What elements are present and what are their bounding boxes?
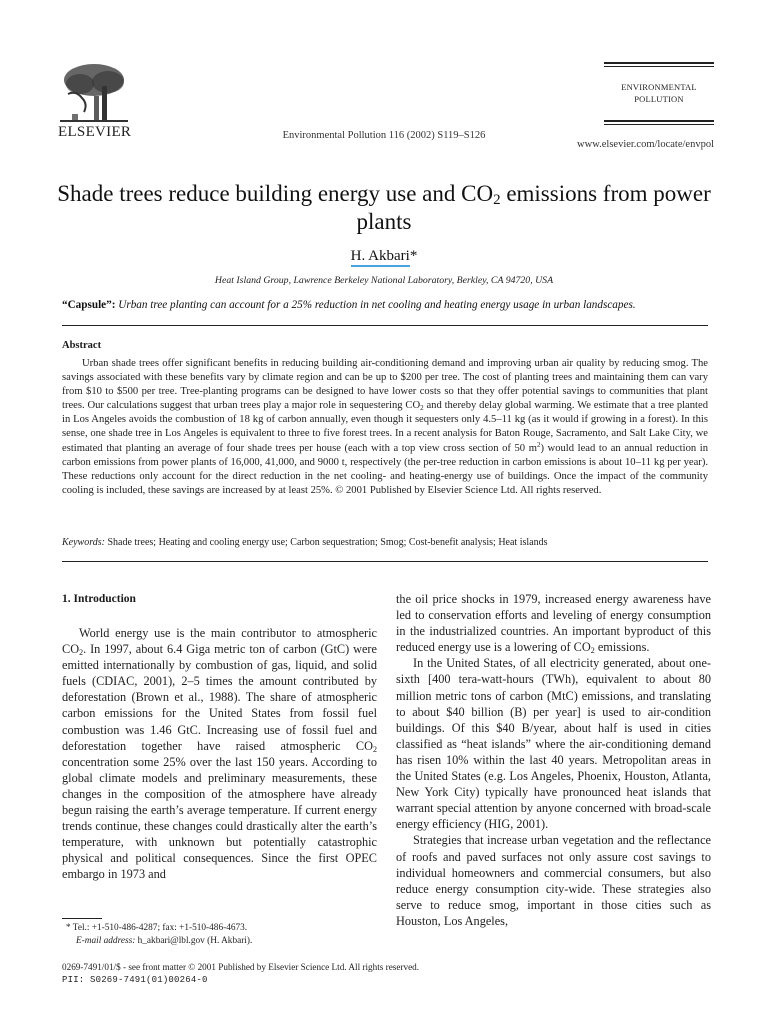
intro-paragraph-1 [62, 625, 377, 883]
author-affiliation: Heat Island Group, Lawrence Berkeley National Laboratory, Berkley, CA 94720, USA [214, 275, 554, 286]
intro-paragraph-2: In the United States, of all electricity generated, about one-sixth [400 tera-watt-hours (TWh), equivalent to about 80 million metric tons of carbon (MtC) emissions, and translating to about $40 billion (B) per year] is used to air-condition buildings. Of this $40 B/year, about half is used in cities classified as “heat islands” where the air-conditioning demand has risen 10% within the last 40 years. Metropolitan areas in the United States (e.g. Los Angeles, Phoenix, Houston, Atlanta, New York City) typically have pronounced heat islands that warrant special attention by anyone concerned with broad-scale energy efficiency (HIG, 2001). [396, 656, 711, 832]
capsule-summary [62, 299, 712, 311]
copyright-line: 0269-7491/01/$ - see front matter © 2001 Published by Elsevier Science Ltd. All rights reserved. [62, 962, 420, 972]
subscript: 2 [590, 646, 595, 656]
author-name-link[interactable]: H. Akbari [351, 248, 410, 267]
intro-text: emissions. [594, 640, 650, 655]
abstract-superscript: 2 [536, 440, 541, 449]
author-footnote-mark: * [409, 248, 418, 264]
abstract-subscript: 2 [420, 404, 424, 413]
keywords-label: Keywords: [62, 537, 105, 548]
keywords-list: Shade trees; Heating and cooling energy use; Carbon sequestration; Smog; Cost-benefit analysis; Heat islands [104, 537, 548, 548]
abstract-text-b: and thereby delay global warming. We estimate that a tree planted in Los Angeles avoids the combustion of 18 kg of carbon annually, even though it sequesters only 4.5–11 kg (as it would if growing in a forest). In this sense, one shade tree in Los Angeles is equivalent to three to five forest trees. In a recent analysis for Baton Rouge, Sacramento, and Salt Lake City, we estimated that planting an average of four shade trees per house (each with a top view cross section of 50 m [62, 400, 708, 454]
capsule-text: Urban tree planting can account for a 25% reduction in net cooling and heating energy usage in urban landscapes. [115, 299, 636, 311]
right-column [396, 591, 711, 929]
abstract-text-a: Urban shade trees offer significant benefits in reducing building air-conditioning demand and improving urban air quality by reducing smog. The savings associated with these benefits vary by climate region and can be up to $200 per tree. The cost of planting trees and maintaining them can vary from $10 to $500 per tree. Tree-planting programs can be designed to have lower costs so that they offer potential savings to communities that plant trees. Our calculations suggest that urban trees play a major role in sequestering CO [62, 358, 708, 412]
author-line [0, 248, 768, 265]
journal-name-line2: POLLUTION [634, 94, 684, 104]
journal-name-line1: ENVIRONMENTAL [621, 82, 697, 92]
intro-text: . In 1997, about 6.4 Giga metric ton of carbon (GtC) were emitted internationally by combustion of gas, liquid, and solid fuels (CDIAC, 2001), 2–5 times the amount contributed by deforestation (Brown et al., 1988). The share of atmospheric carbon emissions for the United States from fossil fuel combustion was 1.46 GtC. Increasing use of fossil fuel and deforestation together have raised atmospheric CO [62, 642, 377, 753]
footnote-rule [62, 918, 102, 919]
subscript: 2 [79, 648, 84, 658]
double-rule-top [604, 62, 714, 67]
intro-paragraph-3: Strategies that increase urban vegetation and the reflectance of roofs and paved surfaces not only assure cost savings to individual homeowners and commercial consumers, but also reduce energy consumption city-wide. These strategies also serve to reduce smog, important in those cities such as Houston, Los Angeles, [396, 833, 711, 928]
journal-name [604, 81, 714, 105]
article-title [40, 180, 728, 236]
title-text-1: Shade trees reduce building energy use and CO [57, 181, 494, 206]
intro-text: World energy use is the main contributor to atmospheric CO [62, 626, 377, 657]
journal-name-box [604, 62, 714, 125]
intro-paragraph-continued [396, 591, 711, 655]
intro-text: the oil price shocks in 1979, increased energy awareness have led to conservation efforts and leveling of energy consumption in the industrialized countries. An important byproduct of this reduced energy use is a lowering of CO [396, 592, 711, 655]
email-link[interactable]: h_akbari@lbl.gov (H. Akbari). [135, 936, 253, 946]
publisher-name: ELSEVIER [58, 124, 132, 140]
left-column [62, 625, 377, 883]
abstract-text-c: ) would lead to an annual reduction in carbon emissions from power plants of 16,000, 41,000, and 9000 t, respectively (the per-tree reduction in carbon emissions is about 10–11 kg per year). These reductions only account for the direct reduction in the net cooling- and heating-energy use of buildings. Once the impact of the community cooling is included, these savings are increased by at least 25%. © 2001 Published by Elsevier Science Ltd. All rights reserved. [62, 442, 708, 496]
abstract-body [62, 357, 708, 498]
section-heading-introduction: 1. Introduction [62, 593, 136, 605]
title-text-2: emissions from power plants [356, 181, 711, 234]
double-rule-bottom [604, 120, 714, 125]
pii-line: PII: S0269-7491(01)00264-0 [62, 975, 208, 985]
abstract-heading: Abstract [62, 340, 102, 351]
journal-url-link[interactable]: www.elsevier.com/locate/envpol [577, 139, 714, 150]
email-label: E-mail address: [76, 936, 136, 946]
subscript: 2 [373, 744, 377, 754]
journal-reference: Environmental Pollution 116 (2002) S119–S126 [282, 130, 486, 141]
keywords-line [62, 537, 708, 548]
footnote-contact: * Tel.: +1-510-486-4287; fax: +1-510-486-4673. [66, 923, 248, 933]
footnote-email-line [62, 935, 362, 948]
footer-meta [62, 961, 419, 987]
author-footnote [62, 922, 362, 948]
divider-top [62, 325, 708, 326]
divider-bottom [62, 561, 708, 562]
capsule-label: “Capsule”: [62, 299, 116, 311]
title-subscript: 2 [493, 192, 501, 208]
intro-text: concentration some 25% over the last 150 years. According to global climate models and preliminary measurements, these changes in the composition of the atmosphere have already begun raising the earth’s average temperature. If current energy trends continue, these changes could drastically alter the earth’s temperature, with unknown but potentially catastrophic physical and political consequences. Since the first OPEC embargo in 1973 and [62, 754, 377, 882]
